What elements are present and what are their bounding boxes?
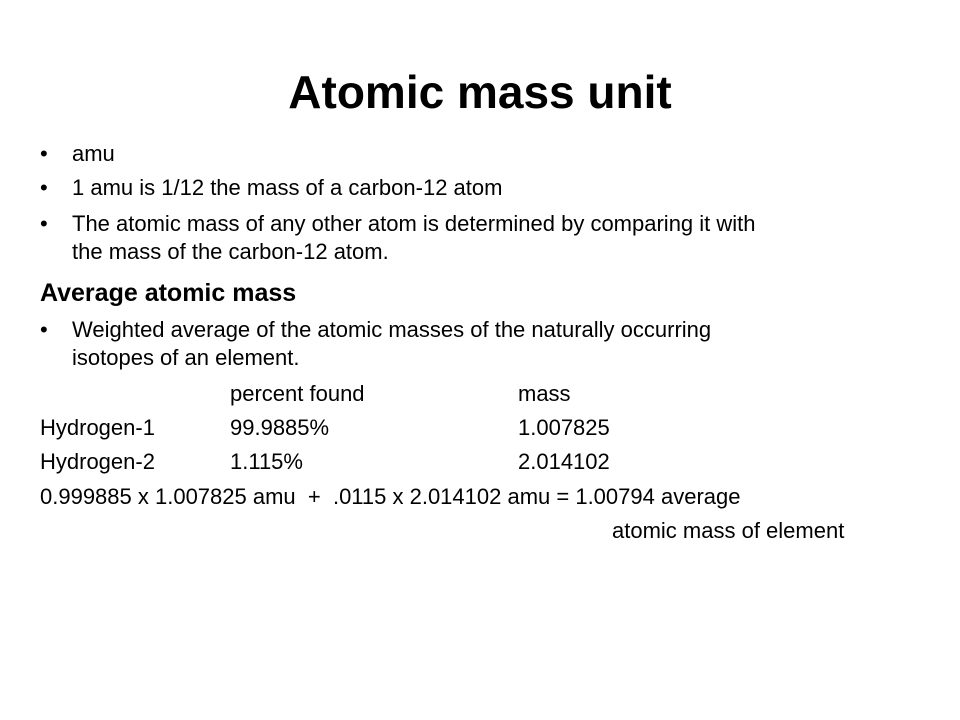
- isotope-percent: 1.115%: [230, 449, 303, 474]
- bullet-text-line1: Weighted average of the atomic masses of the naturally occurring: [72, 317, 712, 342]
- bullet-text-line2: isotopes of an element.: [72, 345, 300, 370]
- bullet-dot: •: [40, 141, 48, 166]
- slide-title: Atomic mass unit: [288, 66, 672, 118]
- isotope-percent: 99.9885%: [230, 415, 330, 440]
- column-header-mass: mass: [518, 381, 571, 406]
- isotope-mass: 2.014102: [518, 449, 610, 474]
- bullet-dot: •: [40, 175, 48, 200]
- bullet-text: 1 amu is 1/12 the mass of a carbon-12 atom: [72, 175, 503, 200]
- bullet-text: amu: [72, 141, 115, 166]
- section-heading: Average atomic mass: [40, 279, 297, 307]
- isotope-mass: 1.007825: [518, 415, 610, 440]
- bullet-text-line2: the mass of the carbon-12 atom.: [72, 239, 389, 264]
- calculation-line1: 0.999885 x 1.007825 amu + .0115 x 2.014102 amu = 1.00794 average: [40, 484, 741, 509]
- isotope-name: Hydrogen-2: [40, 449, 155, 474]
- isotope-name: Hydrogen-1: [40, 415, 155, 440]
- column-header-percent: percent found: [230, 381, 365, 406]
- calculation-line2: atomic mass of element: [612, 518, 845, 543]
- bullet-dot: •: [40, 211, 48, 236]
- bullet-text-line1: The atomic mass of any other atom is determined by comparing it with: [72, 211, 756, 236]
- bullet-dot: •: [40, 317, 48, 342]
